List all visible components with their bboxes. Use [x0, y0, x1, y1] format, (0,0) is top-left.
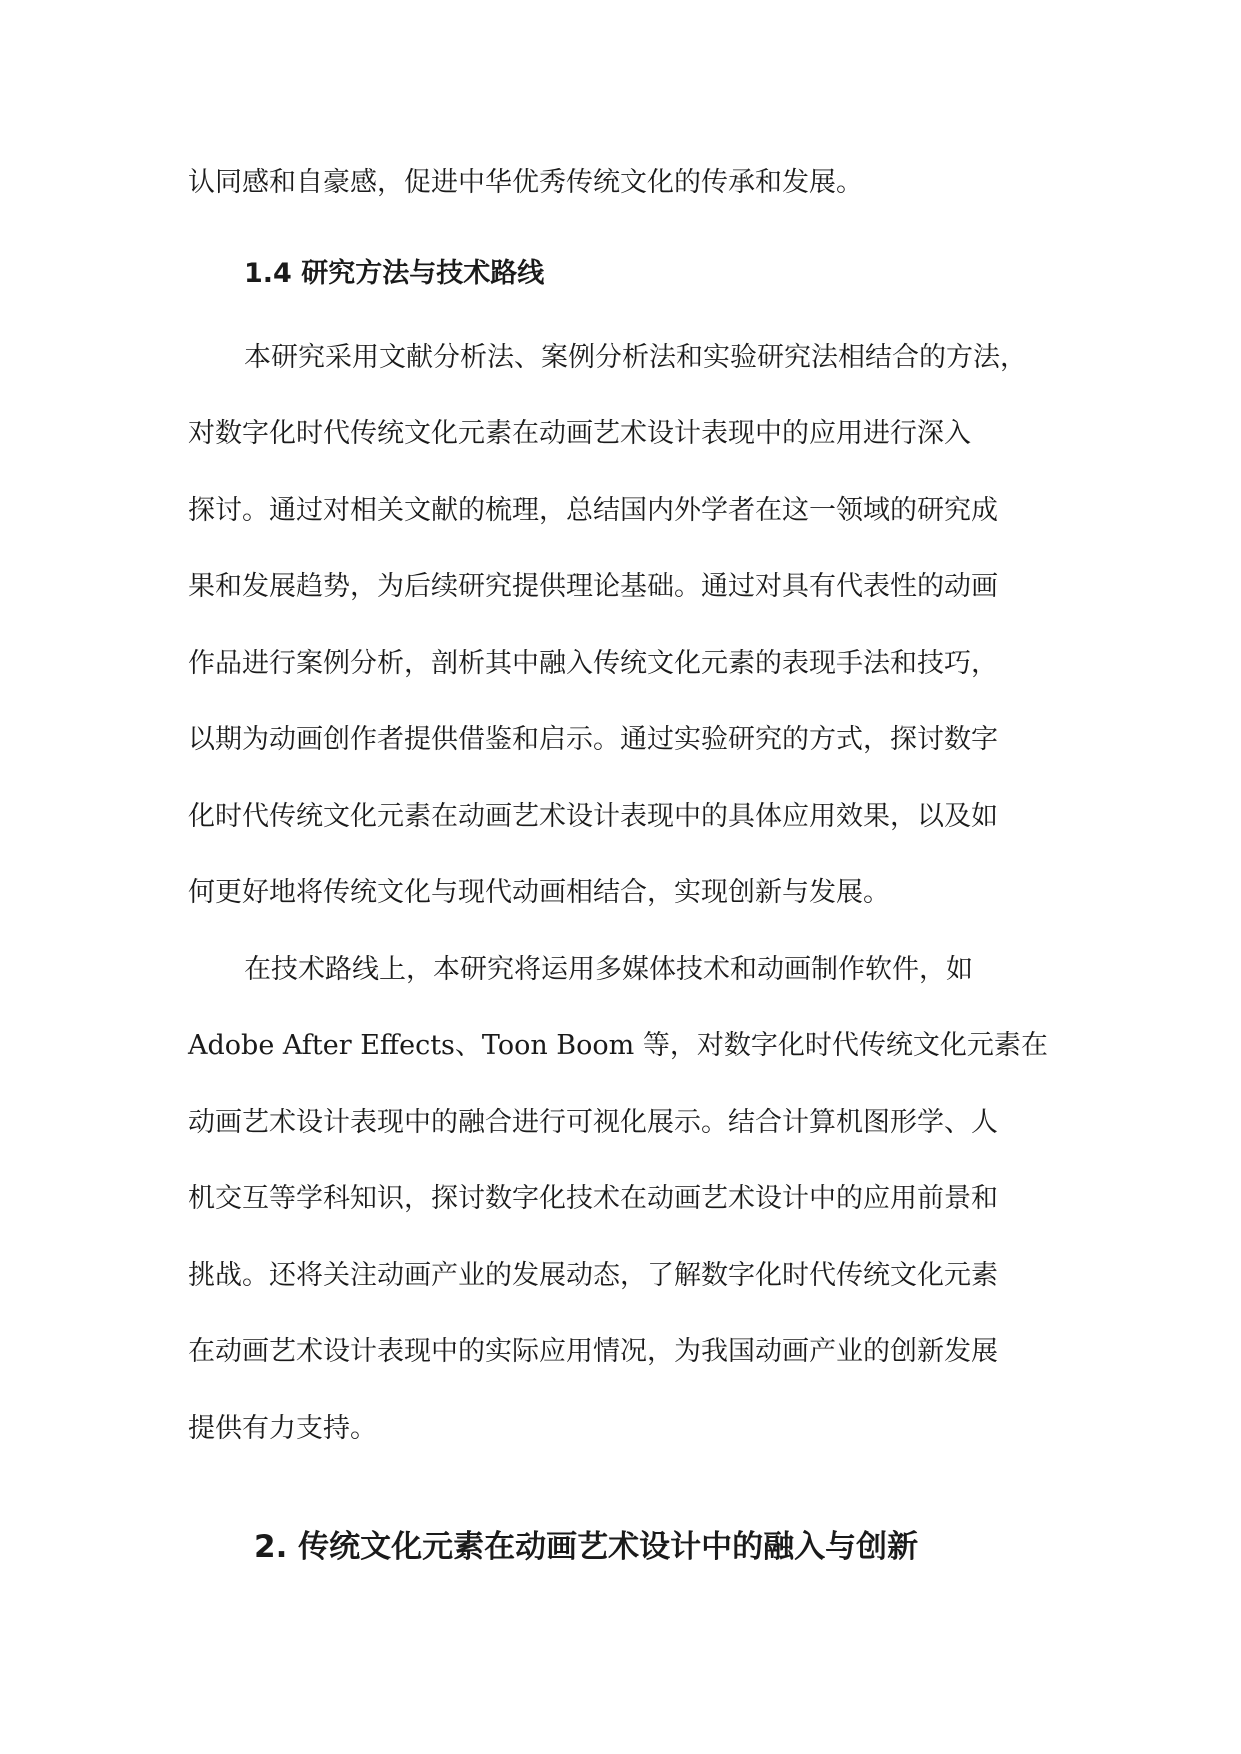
paragraph-line: 何更好地将传统文化与现代动画相结合，实现创新与发展。 — [188, 877, 890, 908]
paragraph-line: 本研究采用文献分析法、案例分析法和实验研究法相结合的方法， — [244, 341, 1027, 373]
paragraph-line: 在技术路线上，本研究将运用多媒体技术和动画制作软件，如 — [244, 953, 973, 985]
paragraph-line: 化时代传统文化元素在动画艺术设计表现中的具体应用效果，以及如 — [188, 800, 998, 832]
paragraph-line: 以期为动画创作者提供借鉴和启示。通过实验研究的方式，探讨数字 — [188, 724, 998, 755]
paragraph-research-methods — [188, 320, 1058, 932]
paragraph-technical-route — [188, 932, 1058, 1468]
paragraph-line: 果和发展趋势，为后续研究提供理论基础。通过对具有代表性的动画 — [188, 571, 998, 602]
section-1-4-heading: 1.4 研究方法与技术路线 — [244, 257, 545, 289]
document-body — [188, 145, 1058, 1577]
paragraph-line: 探讨。通过对相关文献的梳理，总结国内外学者在这一领域的研究成 — [188, 494, 998, 526]
paragraph-line: 提供有力支持。 — [188, 1412, 377, 1444]
paragraph-line: 对数字化时代传统文化元素在动画艺术设计表现中的应用进行深入 — [188, 418, 971, 449]
section-2-heading: 2. 传统文化元素在动画艺术设计中的融入与创新 — [254, 1529, 919, 1565]
paragraph-line: Adobe After Effects、Toon Boom 等，对数字化时代传统文化元素在 — [188, 1030, 1048, 1061]
paragraph-line: 机交互等学科知识，探讨数字化技术在动画艺术设计中的应用前景和 — [188, 1183, 998, 1214]
paragraph-line: 在动画艺术设计表现中的实际应用情况，为我国动画产业的创新发展 — [188, 1336, 998, 1367]
intro-line: 认同感和自豪感，促进中华优秀传统文化的传承和发展。 — [188, 167, 863, 198]
paragraph-line: 作品进行案例分析，剖析其中融入传统文化元素的表现手法和技巧， — [188, 647, 998, 679]
paragraph-line: 动画艺术设计表现中的融合进行可视化展示。结合计算机图形学、人 — [188, 1106, 998, 1138]
paragraph-line: 挑战。还将关注动画产业的发展动态，了解数字化时代传统文化元素 — [188, 1259, 998, 1291]
